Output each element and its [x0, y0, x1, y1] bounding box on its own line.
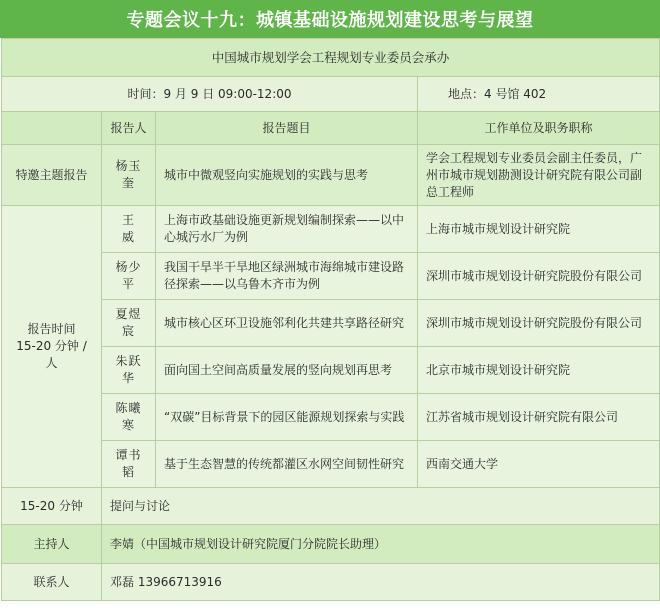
reporter-affiliation: 深圳市城市规划设计研究院股份有限公司: [418, 253, 660, 300]
organizer-row: [2, 39, 660, 77]
reporter-affiliation: 西南交通大学: [418, 441, 660, 488]
host-label: 主持人: [2, 525, 102, 564]
special-reporter-name: 杨玉奎: [102, 145, 156, 206]
reporter-name: 谭书韬: [102, 441, 156, 488]
report-topic: 面向国土空间高质量发展的竖向规划再思考: [156, 347, 418, 394]
header-blank: [2, 112, 102, 145]
talk-time-label-line1: 报告时间: [27, 322, 76, 336]
talk-time-label-line2: 15-20 分钟 / 人: [16, 339, 87, 370]
session-title: 专题会议十九：城镇基础设施规划建设思考与展望: [0, 0, 660, 38]
contact-row: [2, 564, 660, 601]
special-report-label: 特邀主题报告: [2, 145, 102, 206]
discussion-text: 提问与讨论: [102, 488, 660, 525]
report-topic: “双碳”目标背景下的园区能源规划探索与实践: [156, 394, 418, 441]
reporter-name: 王 威: [102, 206, 156, 253]
contact-label: 联系人: [2, 564, 102, 601]
special-report-topic: 城市中微观竖向实施规划的实践与思考: [156, 145, 418, 206]
reporter-name: 朱跃华: [102, 347, 156, 394]
report-topic: 城市核心区环卫设施邻利化共建共享路径研究: [156, 300, 418, 347]
discussion-row: [2, 488, 660, 525]
contact-text: 邓磊 13966713916: [102, 564, 660, 601]
session-location: 地点：4 号馆 402: [418, 77, 660, 112]
reporter-name: 陈曦寒: [102, 394, 156, 441]
session-time: 时间：9 月 9 日 09:00-12:00: [2, 77, 418, 112]
reporter-name: 夏煜宸: [102, 300, 156, 347]
talk-row: [2, 206, 660, 253]
host-row: [2, 525, 660, 564]
reporter-affiliation: 上海市城市规划设计研究院: [418, 206, 660, 253]
discussion-time: 15-20 分钟: [2, 488, 102, 525]
header-row: [2, 112, 660, 145]
organizer-text: 中国城市规划学会工程规划专业委员会承办: [2, 39, 660, 77]
header-reporter: 报告人: [102, 112, 156, 145]
report-topic: 上海市政基础设施更新规划编制探索——以中心城污水厂为例: [156, 206, 418, 253]
special-reporter-affiliation: 学会工程规划专业委员会副主任委员，广州市城市规划勘测设计研究院有限公司副总工程师: [418, 145, 660, 206]
host-text: 李婧（中国城市规划设计研究院厦门分院院长助理）: [102, 525, 660, 564]
reporter-affiliation: 深圳市城市规划设计研究院股份有限公司: [418, 300, 660, 347]
time-location-row: [2, 77, 660, 112]
schedule-table: [1, 38, 660, 601]
header-topic: 报告题目: [156, 112, 418, 145]
report-topic: 我国干旱半干旱地区绿洲城市海绵城市建设路径探索——以乌鲁木齐市为例: [156, 253, 418, 300]
special-report-row: [2, 145, 660, 206]
reporter-affiliation: 北京市城市规划设计研究院: [418, 347, 660, 394]
reporter-affiliation: 江苏省城市规划设计研究院有限公司: [418, 394, 660, 441]
talk-time-label: [2, 206, 102, 488]
header-affiliation: 工作单位及职务职称: [418, 112, 660, 145]
reporter-name: 杨少平: [102, 253, 156, 300]
report-topic: 基于生态智慧的传统都灌区水网空间韧性研究: [156, 441, 418, 488]
